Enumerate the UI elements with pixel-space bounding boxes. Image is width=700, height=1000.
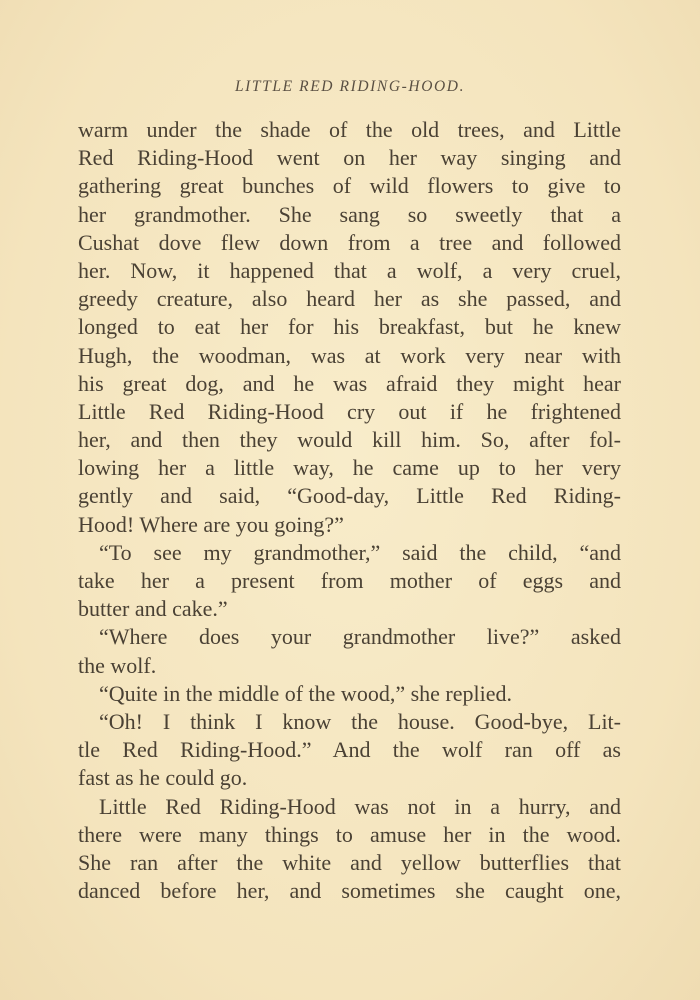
text-line: gently and said, “Good-day, Little Red Riding- <box>78 483 621 509</box>
text-line: Little Red Riding-Hood was not in a hurry, and <box>99 793 621 819</box>
text-line: his great dog, and he was afraid they might hear <box>78 370 621 396</box>
text-line: butter and cake.” <box>78 596 228 622</box>
text-line: “To see my grandmother,” said the child, “and <box>99 539 621 565</box>
text-line: greedy creature, also heard her as she passed, and <box>78 286 621 312</box>
text-line: Red Riding-Hood went on her way singing and <box>78 145 621 171</box>
text-line: Cushat dove flew down from a tree and followed <box>78 229 621 255</box>
text-line: longed to eat her for his breakfast, but he knew <box>78 314 621 340</box>
text-line: Hugh, the woodman, was at work very near with <box>78 342 621 368</box>
text-line: lowing her a little way, he came up to her very <box>78 455 621 481</box>
text-line: Hood! Where are you going?” <box>78 511 344 537</box>
text-line: Little Red Riding-Hood cry out if he frightened <box>78 398 621 424</box>
text-line: there were many things to amuse her in the wood. <box>78 821 621 847</box>
text-line: “Where does your grandmother live?” asked <box>99 624 621 650</box>
text-line: “Quite in the middle of the wood,” she replied. <box>99 680 512 706</box>
text-line: gathering great bunches of wild flowers to give to <box>78 173 621 199</box>
text-line: take her a present from mother of eggs and <box>78 568 621 593</box>
text-line: warm under the shade of the old trees, and Little <box>78 117 621 142</box>
text-line: her grandmother. She sang so sweetly that a <box>78 201 621 227</box>
text-line: fast as he could go. <box>78 765 248 791</box>
text-line: the wolf. <box>78 652 157 678</box>
text-line: tle Red Riding-Hood.” And the wolf ran off as <box>78 737 621 763</box>
text-line: her. Now, it happened that a wolf, a very cruel, <box>78 257 621 283</box>
text-line: “Oh! I think I know the house. Good-bye, Lit- <box>99 708 621 734</box>
text-line: her, and then they would kill him. So, after fol- <box>78 427 621 453</box>
body-text <box>78 116 621 905</box>
text-line: She ran after the white and yellow butterflies that <box>78 849 621 875</box>
text-line: danced before her, and sometimes she caught one, <box>78 878 621 904</box>
running-title: LITTLE RED RIDING-HOOD. <box>234 78 466 95</box>
